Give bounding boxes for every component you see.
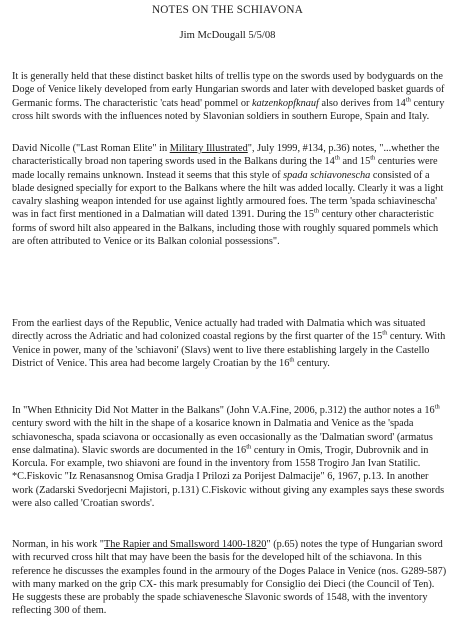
p5-text-a: Norman, in his work "	[12, 539, 105, 550]
p2-text-c: ", July 1999, #134, p.36) notes, "...whether the characteristically broad non tapering swords used in the Balkans during the 14	[12, 143, 440, 168]
p4-sup-2: th	[246, 443, 252, 451]
paragraph-1	[12, 70, 448, 123]
paragraph-3	[12, 317, 448, 370]
p4-sup-1: th	[434, 403, 440, 411]
p5-underlined-title: The Rapier and Smallsword 1400-1820	[104, 539, 267, 550]
p3-text-a: From the earliest days of the Republic, Venice actually had traded with Dalmatia which was situated directly across the Adriatic and had colonized coastal regions by the first quarter of the 15	[12, 318, 426, 343]
p3-text-b: century. With Venice in power, many of the 'schiavoni' (Slavs) went to live there establishing largely in the Castello District of Venice. This area had become largely Croatian by the 16	[12, 331, 446, 369]
p1-text-a: It is generally held that these distinct basket hilts of trellis type on the swords used by bodyguards on the Doge of Venice likely developed from early Hungarian swords and later with developed basket guards of Germanic forms. The characteristic 'cats head' pommel or	[12, 71, 445, 109]
p5-text-c: " (p.65) notes the type of Hungarian sword with recurved cross hilt that may have been the basis for the developed hilt of the schiavona. In this reference he discusses the examples found in the armoury of the Doges Palace in Venice (nos. G289-587) with many marked on the grip CX- this mark presumably for Consiglio dei Dieci (the Council of Ten). He suggests these are probably the spade schiavenesche Slavonic swords of 1548, with the inventory reflecting 300 of them.	[12, 539, 447, 617]
p2-sup-1: th	[334, 154, 340, 162]
p3-text-c: century.	[294, 357, 330, 369]
p1-text-c: also derives from 14	[318, 97, 406, 109]
p2-text-e: centuries were made locally remains unknown. Instead it seems that this style of	[12, 156, 438, 181]
p1-sup-1: th	[405, 96, 411, 104]
p2-sup-3: th	[313, 207, 320, 215]
document-title: NOTES ON THE SCHIAVONA	[152, 4, 303, 16]
p2-text-h: century other characteristic forms of sword hilt also appeared in the Balkans, including those with roughly squared pommels which are often attributed to Venice or its Balkan colonial possessions".	[12, 209, 439, 247]
p2-sup-2: th	[370, 154, 376, 162]
p2-text-a: David Nicolle ("Last Roman Elite" in	[12, 143, 170, 154]
p2-italic-term: spada schiavonescha	[283, 169, 371, 181]
author-date-line: Jim McDougall 5/5/08	[179, 30, 276, 41]
p4-text-c: century in Omis, Trogir, Dubrovnik and in Korcula. For example, two shiavoni are found in the inventory from 1558 Trogiro Jan Ivan Statilic. *C.Fiskovic "Iz Renasansnog Omisa Gradja I Prilozi za Porijest Dalmacije" 6, 1967, p.13. In another work (Zadarski Svedorjecni Majistori, p.131) C.Fiskovic without giving any examples says these swords were also called 'Croatian swords'.	[12, 444, 445, 509]
p1-italic-term: katzenkopfknauf	[251, 97, 319, 109]
p3-sup-2: th	[289, 356, 295, 364]
p2-text-d: and 15	[339, 156, 371, 168]
p2-underlined-title: Military Illustrated	[169, 143, 248, 154]
p2-text-g: consisted of a blade designed specially for export to the Balkans where the hilt was added locally. Clearly it was a light cavalry slashing weapon intended for use against lightly armoured foes. The term 'spada schiavinescha' was in fact first mentioned in a Dalmatian will dated 1391. During the 15	[12, 169, 444, 221]
p3-sup-1: th	[382, 329, 388, 337]
paragraph-4	[12, 404, 448, 510]
paragraph-5	[12, 538, 448, 618]
paragraph-2	[12, 142, 448, 248]
p4-text-b: century sword with the hilt in the shape of a kosarice known in Dalmatia and Venice as the 'spada schiavonescha, spada sciavona or occasionally as even occasionally as the 'Dalmatian sword' (armatus ense dalmatina). Slavic swords are documented in the 16	[12, 418, 433, 456]
p1-text-d: century cross hilt swords with the influences noted by Slavonian soldiers in southern Europe, Spain and Italy.	[12, 97, 445, 122]
p4-text-a: In "When Ethnicity Did Not Matter in the Balkans" (John V.A.Fine, 2006, p.312) the author notes a 16	[12, 405, 435, 416]
